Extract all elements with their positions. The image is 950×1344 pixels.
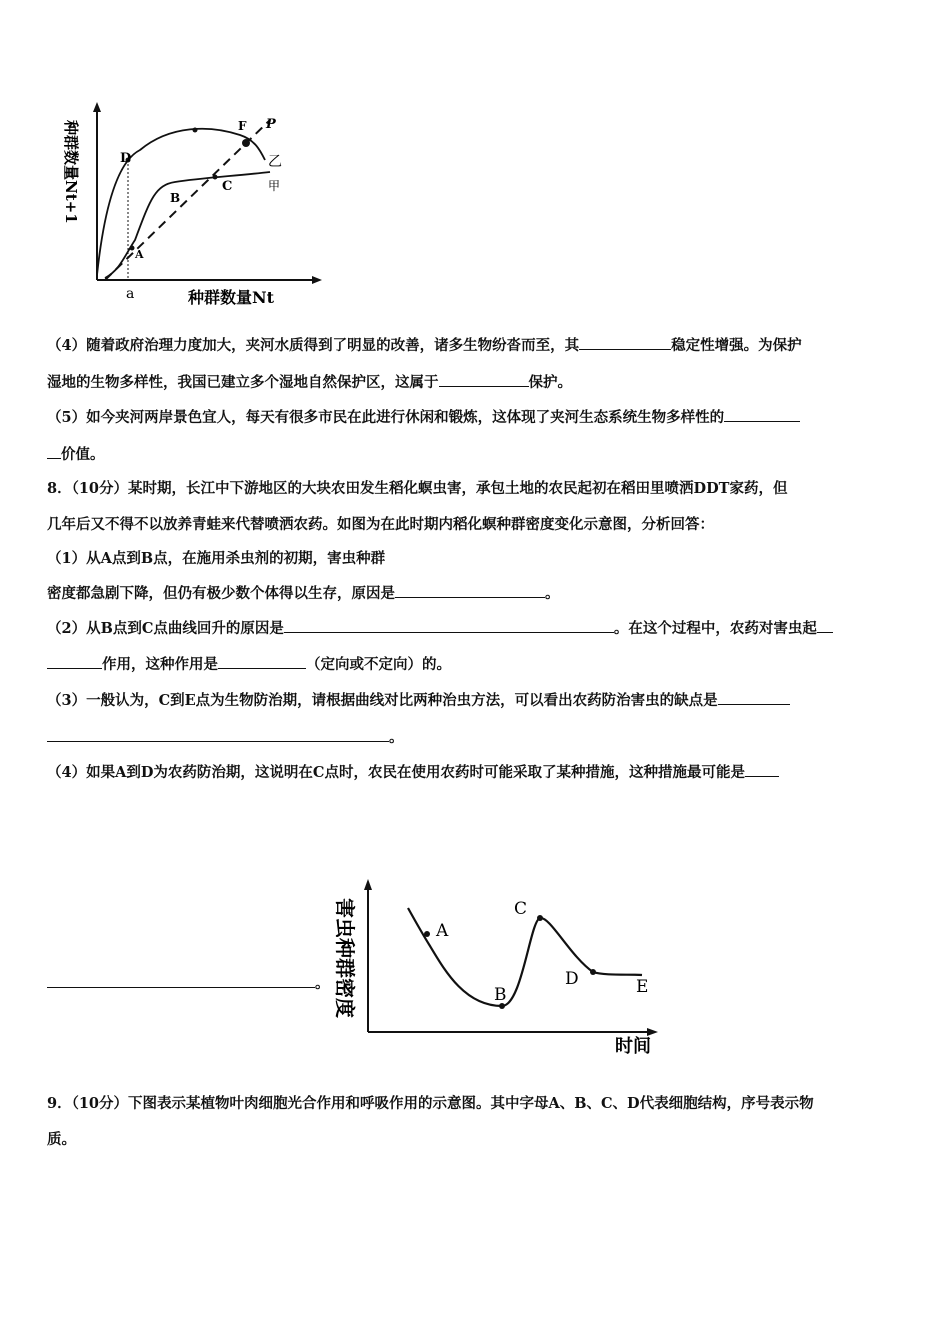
point-a-dot <box>130 246 135 251</box>
q7-p4-line2 <box>47 371 572 394</box>
point-e-label: E <box>636 977 649 997</box>
q8-q2-text-d: （定向或不定向）的。 <box>306 656 451 673</box>
q7-blank-stability[interactable] <box>579 334 671 350</box>
q8-q4-line1 <box>47 761 779 784</box>
q8-q2-blank-reason[interactable] <box>284 617 614 633</box>
q7-blank-value[interactable] <box>724 406 800 422</box>
point-b-label: B <box>494 985 507 1005</box>
q7-p4-text-b: 稳定性增强。为保护 <box>671 337 802 354</box>
curve-yi-label: 乙 <box>268 154 282 170</box>
point-b-label: B <box>170 191 181 205</box>
q7-blank-protection[interactable] <box>439 371 529 387</box>
q8-q4-blank-cont[interactable] <box>47 972 315 988</box>
q8-intro-line1 <box>47 478 787 500</box>
q8-q1-text-a: （1）从A点到B点，在施用杀虫剂的初期，害虫种群 <box>47 550 386 567</box>
q8-intro-text1: 8．（10分）某时期，长江中下游地区的大块农田发生稻化螟虫害，承包土地的农民起初在稻田里喷洒DDT家药，但 <box>47 480 788 497</box>
y-axis-arrow <box>364 879 372 890</box>
q8-q2-line1 <box>47 617 833 640</box>
point-c-label: C <box>514 899 528 919</box>
q8-q2-blank-effect-cont[interactable] <box>47 653 102 669</box>
q8-q4-text-b: 。 <box>315 975 330 992</box>
x-axis-label: 时间 <box>615 1036 651 1057</box>
q7-p5-text-b: 价值。 <box>61 446 105 463</box>
q7-p5-line2 <box>47 443 105 466</box>
q8-q3-text-a: （3）一般认为，C到E点为生物防治期，请根据曲线对比两种治虫方法，可以看出农药防治害虫的缺点是 <box>47 692 718 709</box>
y-axis-label-text: 种群数量Nt+1 <box>62 120 80 224</box>
point-a-dot <box>424 931 430 937</box>
x-axis-arrow <box>312 276 322 284</box>
q8-intro-line2 <box>47 514 714 536</box>
q9-line1 <box>47 1093 814 1115</box>
point-top-dot <box>193 128 198 133</box>
q8-q1-line1 <box>47 548 385 570</box>
q7-p4-text-a: （4）随着政府治理力度加大，夹河水质得到了明显的改善，诸多生物纷沓而至，其 <box>47 337 580 354</box>
point-c-label: C <box>222 179 233 194</box>
y-axis-arrow <box>93 102 101 112</box>
q9-text1: 9．（10分）下图表示某植物叶肉细胞光合作用和呼吸作用的示意图。其中字母A、B、C、D代表细胞结构，序号表示物 <box>47 1095 814 1112</box>
q7-p5-text-a: （5）如今夹河两岸景色宜人，每天有很多市民在此进行休闲和锻炼，这体现了夹河生态系统生物多样性的 <box>47 409 725 426</box>
point-d-label: D <box>565 969 579 989</box>
q8-q2-blank-direction[interactable] <box>218 653 306 669</box>
q8-q3-line2 <box>47 726 404 749</box>
q7-p4-text-c: 湿地的生物多样性，我国已建立多个湿地自然保护区，这属于 <box>47 374 439 391</box>
y-axis-label <box>62 119 80 224</box>
point-c-dot <box>537 915 543 921</box>
population-graph-figure <box>60 100 350 310</box>
q9-line2 <box>47 1129 76 1151</box>
curve-jia <box>105 172 270 278</box>
x-tick-a: a <box>126 286 135 302</box>
curve-jia-label: 甲 <box>268 179 281 193</box>
q8-q4-text-a: （4）如果A到D为农药防治期，这说明在C点时，农民在使用农药时可能采取了某种措施，这种措施最可能是 <box>47 764 745 781</box>
q8-intro-text2: 几年后又不得不以放养青蛙来代替喷洒农药。如图为在此时期内稻化螟种群密度变化示意图，分析回答： <box>47 516 714 533</box>
q8-q1-text-b: 密度都急剧下降，但仍有极少数个体得以生存，原因是 <box>47 585 395 602</box>
point-p-label: P <box>266 117 276 132</box>
q8-q2-line2 <box>47 653 451 676</box>
q8-q2-text-c: 作用，这种作用是 <box>102 656 218 673</box>
q8-q3-blank[interactable] <box>718 689 790 705</box>
q8-q2-text-b: 。在这个过程中，农药对害虫起 <box>613 620 817 637</box>
point-d-label: D <box>120 151 132 166</box>
point-a-label: A <box>135 248 144 261</box>
q8-q2-text-a: （2）从B点到C点曲线回升的原因是 <box>47 620 284 637</box>
q8-q3-blank-cont[interactable] <box>47 726 389 742</box>
pest-density-figure <box>330 876 670 1060</box>
point-f-dot <box>242 139 250 147</box>
q8-q1-line2 <box>47 582 560 605</box>
point-a-label: A <box>436 921 449 941</box>
q8-q1-text-c: 。 <box>545 585 560 602</box>
x-axis-label: 种群数量Nt <box>188 288 275 307</box>
q7-blank-value-cont[interactable] <box>47 443 61 459</box>
q8-q4-blank[interactable] <box>745 761 779 777</box>
q8-q3-text-b: 。 <box>389 729 404 746</box>
point-d-dot <box>590 969 596 975</box>
y-axis-label-text: 害虫种群密度 <box>333 898 357 1018</box>
y-axis-label <box>333 898 357 1018</box>
point-c-dot <box>213 175 218 180</box>
x-axis-arrow <box>647 1028 658 1036</box>
q7-p4-line1 <box>47 334 802 357</box>
point-f-label: F <box>238 119 247 133</box>
q8-q3-line1 <box>47 689 790 712</box>
q9-text2: 质。 <box>47 1131 76 1148</box>
q8-q2-blank-effect[interactable] <box>817 617 833 633</box>
q7-p5-line1 <box>47 406 800 429</box>
q7-p4-text-d: 保护。 <box>528 374 572 391</box>
q8-q1-blank[interactable] <box>395 582 545 598</box>
q8-q4-line2 <box>47 972 330 995</box>
